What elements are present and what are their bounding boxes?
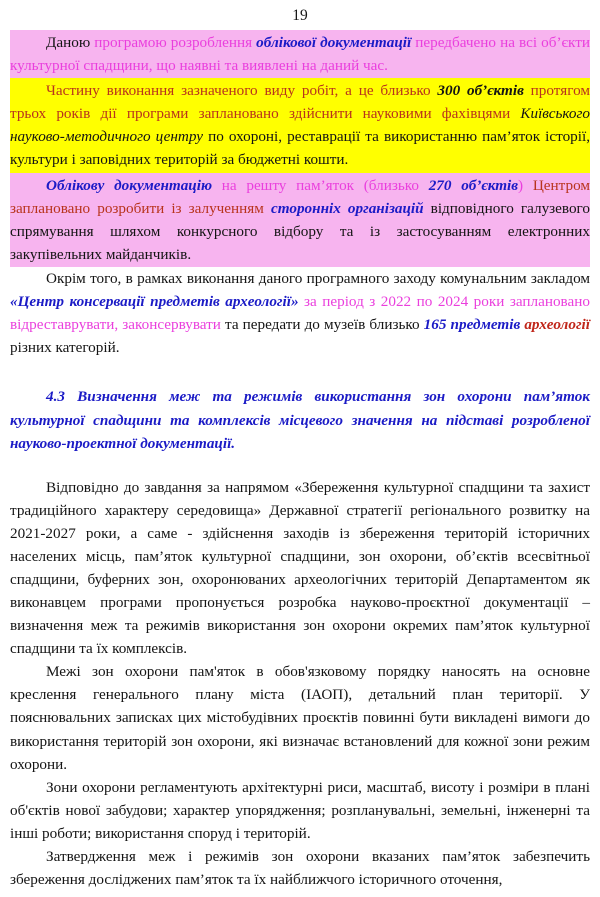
run-text: Облікову документацію	[46, 176, 213, 194]
run-text: Даною	[46, 34, 95, 51]
run-text: програмою розроблення	[94, 34, 257, 51]
run-text: 165 предметів	[423, 316, 525, 334]
highlighted-block-pink-1	[10, 30, 590, 78]
vertical-spacer	[10, 359, 590, 385]
run-text: по охороні, реставрації та використанню пам’яток історії, культури і заповідних територій за бюджетні кошти.	[10, 128, 590, 169]
run-text: Київського науково-методичного центру	[10, 105, 590, 146]
run-text: «Центр консервації предметів археології»	[10, 293, 299, 311]
body-paragraph: Зони охорони регламентують архітектурні риси, масштаб, висоту і розміри в плані об'єктів нової забудови; характер упорядження; розпланувальні, земельні, інженерні та інші роботи; використання споруд і територій.	[10, 778, 590, 842]
body-paragraph: Відповідно до завдання за напрямом «Збереження культурної спадщини та захист традиційного характеру середовища» Державної стратегії регіонального розвитку на 2021-2027 роки, а саме - здійснення заходів із збереження територій історичних населених місць, пам’яток культурної спадщини, зон охорони, об’єктів всесвітньої спадщини, буферних зон, охоронюваних археологічних територій Департаментом як виконавцем програми пропонується розробка науково-проєктної документації – визначення меж та режимів використання зон охорони окремих пам’яток культурної спадщини та їх комплексів.	[10, 478, 590, 658]
paragraph-archaeology-conservation	[10, 267, 590, 359]
run-text: відповідного галузевого спрямування шляхом конкурсного відбору та із застосуванням електронних закупівельних майданчиків.	[10, 199, 591, 263]
run-text: 270 об’єктів	[428, 176, 519, 194]
run-text: Окрім того, в рамках виконання даного програмного заходу комунальним закладом	[46, 269, 590, 287]
run-text: Частину виконання зазначеного виду робіт, а це близько	[46, 82, 438, 100]
highlighted-block-yellow	[10, 78, 590, 172]
paragraph-300-objects	[10, 79, 590, 171]
run-text: та передати до музеїв близько	[220, 316, 424, 334]
run-text: за період з 2022 по 2024 роки заплановано відреставрувати, законсервувати	[10, 293, 590, 334]
page-number: 19	[292, 7, 308, 24]
run-text: археології	[524, 316, 590, 334]
body-paragraph: Межі зон охорони пам'яток в обов'язковому порядку наносять на основне креслення генерального плану міста (ІАОП), детальний план території. У пояснювальних записках цих містобудівних проєктів повинні бути викладені вимоги до використання територій зон охорони, які визначає встановлений для кожної зони режим охорони.	[10, 663, 590, 773]
paragraph-accounting-documentation	[10, 31, 590, 77]
run-text: 300 об’єктів	[437, 82, 524, 100]
paragraph-270-objects	[10, 174, 590, 266]
run-text: )	[518, 176, 533, 194]
section-heading-4-3: 4.3 Визначення меж та режимів використання зон охорони пам’яток культурної спадщини та комплексів місцевого значення на підставі розробленої науково-проектної документації.	[10, 388, 590, 453]
body-paragraph: Затвердження меж і режимів зон охорони вказаних пам’яток забезпечить збереження досліджених пам’яток та їх найближчого історичного оточення,	[10, 848, 590, 889]
run-text: на решту пам’яток (близько	[212, 176, 429, 194]
run-text: сторонніх організацій	[271, 199, 424, 217]
run-text: передбачено на всі об’єкти культурної спадщини, що наявні та виявлені на даний час.	[10, 34, 590, 75]
run-text: Центром заплановано розробити із залученням	[10, 176, 590, 217]
vertical-spacer	[10, 456, 590, 476]
run-text: різних категорій.	[10, 339, 120, 357]
run-text: протягом трьох років дії програми заплановано здійснити науковими фахівцями	[10, 82, 590, 123]
run-text: облікової документації	[256, 34, 412, 51]
highlighted-block-pink-2	[10, 173, 590, 267]
